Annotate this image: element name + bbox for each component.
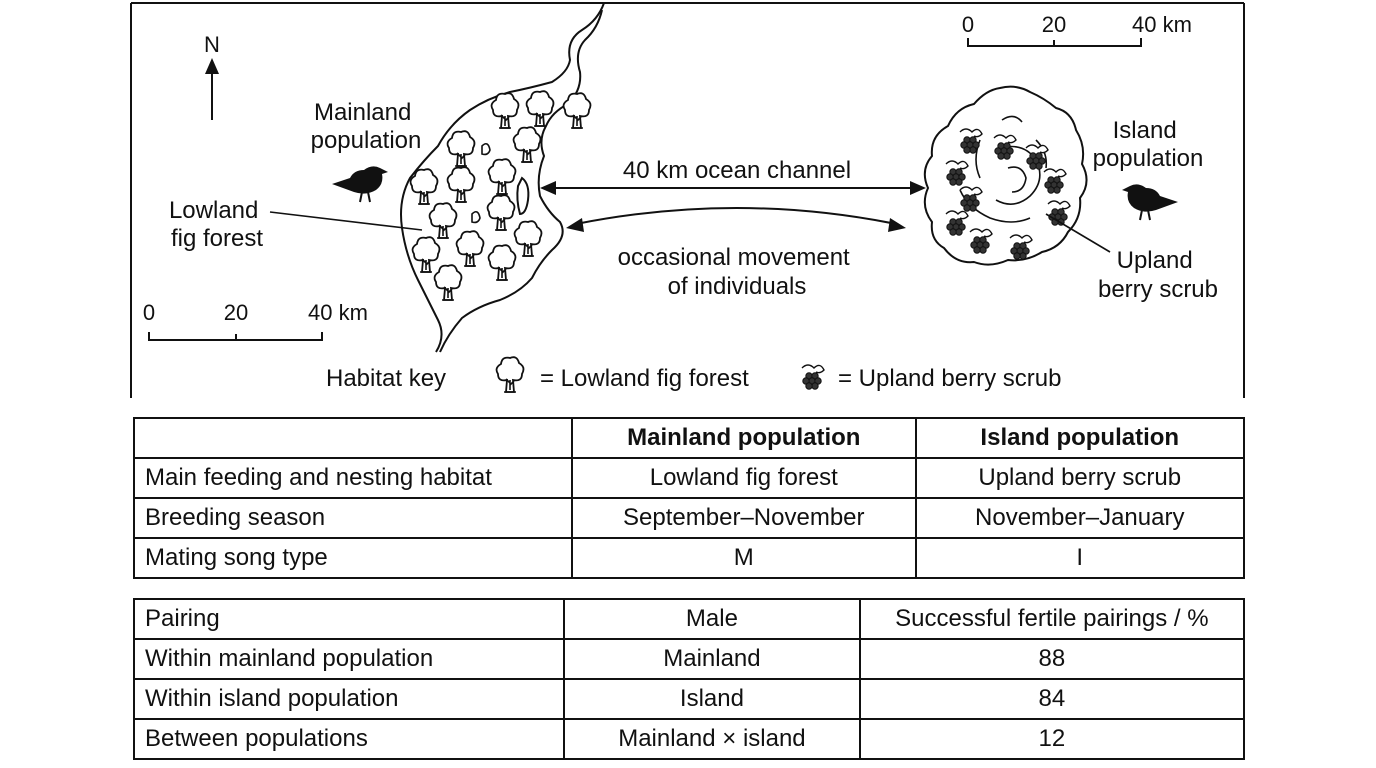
table-cell: Mainland × island [564, 719, 860, 759]
table-cell: Mainland [564, 639, 860, 679]
table-row [134, 538, 1244, 578]
table-cell: Male [564, 599, 860, 639]
table-row [134, 498, 1244, 538]
svg-text:0: 0 [961, 12, 975, 37]
pairings-table [133, 598, 1245, 760]
key-berry-entry: = Upland berry scrub [838, 365, 1062, 392]
table-row [134, 458, 1244, 498]
key-fig-entry: = Lowland fig forest [540, 365, 749, 392]
svg-text:20: 20 [1041, 12, 1067, 37]
table-header-row [134, 599, 1244, 639]
upland-berry-scrub-label: Upland berry scrub [1097, 247, 1219, 303]
table-row [134, 639, 1244, 679]
table-header-row [134, 418, 1244, 458]
table-cell: Within mainland population [134, 639, 564, 679]
scale-bar-mainland [143, 300, 368, 340]
movement-label: occasional movement of individuals [617, 244, 850, 300]
table-cell: Upland berry scrub [916, 458, 1245, 498]
scale-bar-island [962, 12, 1192, 46]
table-cell: November–January [916, 498, 1245, 538]
table-cell: 12 [860, 719, 1244, 759]
svg-text:40 km: 40 km [1132, 12, 1192, 37]
table-cell [134, 418, 572, 458]
movement-arrow [566, 208, 906, 300]
table-cell: I [916, 538, 1245, 578]
header-mainland: Mainland population [572, 418, 915, 458]
fig-forest-trees [411, 91, 591, 300]
table-cell: 84 [860, 679, 1244, 719]
table-row [134, 679, 1244, 719]
mainland-population-label: Mainland population [310, 99, 422, 154]
svg-text:20: 20 [223, 300, 249, 325]
header-island: Island population [916, 418, 1245, 458]
habitat-key [326, 357, 1061, 392]
table-row [134, 719, 1244, 759]
table-cell: Within island population [134, 679, 564, 719]
population-traits-table [133, 417, 1245, 579]
table-cell: Breeding season [134, 498, 572, 538]
table-cell: Island [564, 679, 860, 719]
ocean-channel-arrow [540, 157, 926, 195]
table-cell: Between populations [134, 719, 564, 759]
table-cell: Lowland fig forest [572, 458, 915, 498]
berry-icon [802, 365, 824, 389]
table-cell: September–November [572, 498, 915, 538]
north-label: N [204, 32, 220, 57]
north-arrow [204, 32, 220, 120]
island-population-label: Island population [1092, 117, 1204, 172]
island-bird-icon [1122, 184, 1178, 220]
lowland-fig-forest-label: Lowland fig forest [168, 197, 264, 252]
fig-tree-icon [497, 357, 524, 392]
table-cell: Pairing [134, 599, 564, 639]
table-cell: M [572, 538, 915, 578]
mainland-bird-icon [332, 166, 388, 202]
table-cell: Mating song type [134, 538, 572, 578]
table-cell: Successful fertile pairings / % [860, 599, 1244, 639]
table-cell: Main feeding and nesting habitat [134, 458, 572, 498]
habitat-key-title: Habitat key [326, 365, 447, 392]
svg-text:40 km: 40 km [308, 300, 368, 325]
svg-text:0: 0 [142, 300, 156, 325]
ocean-channel-label: 40 km ocean channel [622, 157, 852, 184]
table-cell: 88 [860, 639, 1244, 679]
